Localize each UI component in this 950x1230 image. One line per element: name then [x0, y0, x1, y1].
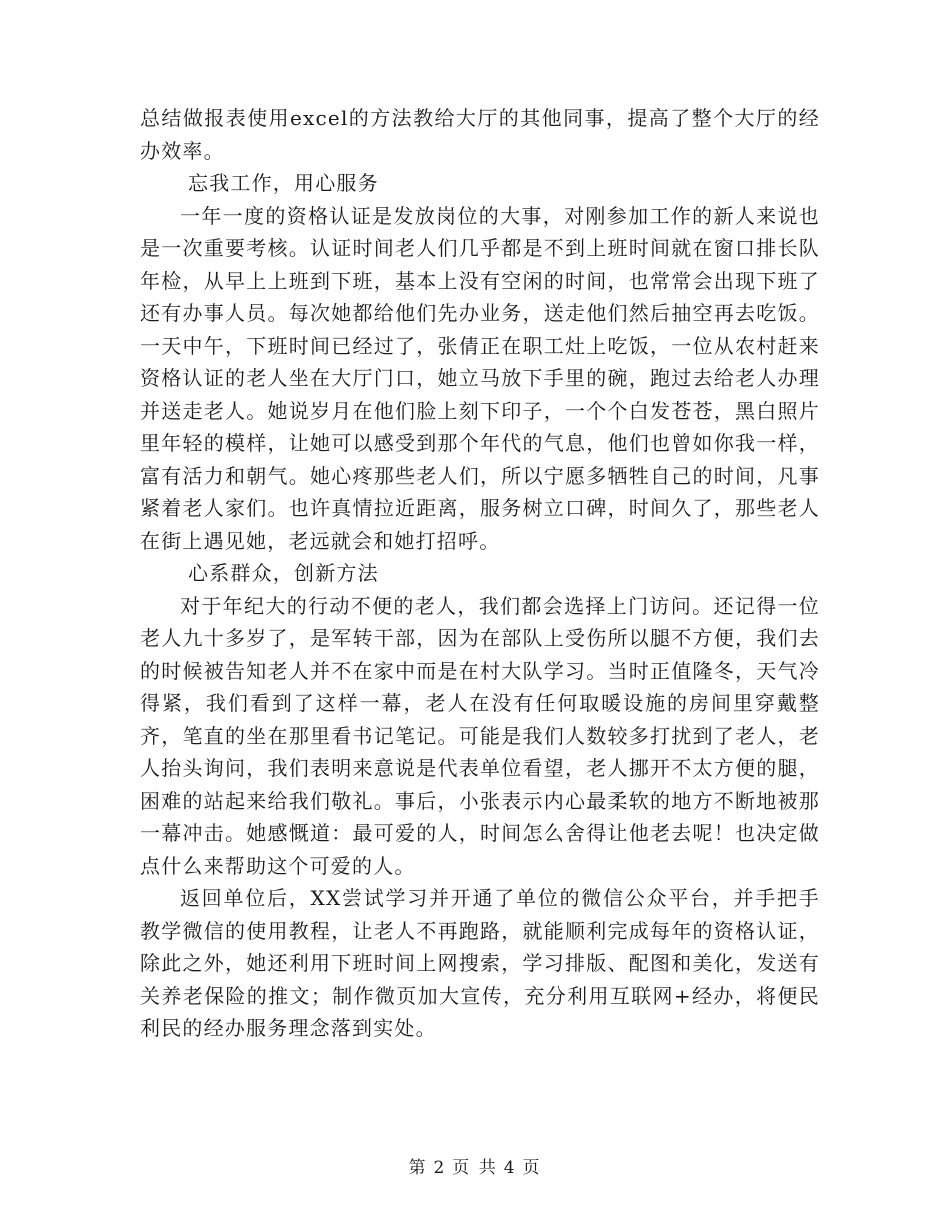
total-pages-number: 4	[503, 1158, 517, 1178]
section-heading-care-for-masses: 心系群众，创新方法	[188, 561, 379, 585]
paragraph-intro: 总结做报表使用excel的方法教给大厅的其他同事，提高了整个大厅的经办效率。	[140, 106, 820, 163]
document-body	[140, 102, 820, 1045]
paragraph-wechat-platform: 返回单位后，XX尝试学习并开通了单位的微信公众平台，并手把手教学微信的使用教程，让老人不再跑路，就能顺利完成每年的资格认证，除此之外，她还利用下班时间上网搜索，学习排版、配图和美化，发送有关养老保险的推文；制作微页加大宣传，充分利用互联网+经办，将便民利民的经办服务理念落到实处。	[140, 886, 820, 1040]
current-page-number: 2	[433, 1158, 447, 1178]
page-footer	[0, 1153, 950, 1178]
page-label-suffix: 页	[522, 1158, 542, 1178]
paragraph-home-visit: 对于年纪大的行动不便的老人，我们都会选择上门访问。还记得一位老人九十多岁了，是军转干部，因为在部队上受伤所以腿不方便，我们去的时候被告知老人并不在家中而是在村大队学习。当时正值隆冬，天气冷得紧，我们看到了这样一幕，老人在没有任何取暖设施的房间里穿戴整齐，笔直的坐在那里看书记笔记。可能是我们人数较多打扰到了老人，老人抬头询问，我们表明来意说是代表单位看望，老人挪开不太方便的腿，困难的站起来给我们敬礼。事后，小张表示内心最柔软的地方不断地被那一幕冲击。她感慨道：最可爱的人，时间怎么舍得让他老去呢！也决定做点什么来帮助这个可爱的人。	[140, 593, 820, 878]
paragraph-qualification-certification: 一年一度的资格认证是发放岗位的大事，对刚参加工作的新人来说也是一次重要考核。认证时间老人们几乎都是不到上班时间就在窗口排长队年检，从早上上班到下班，基本上没有空闲的时间，也常常会出现下班了还有办事人员。每次她都给他们先办业务，送走他们然后抽空再去吃饭。一天中午，下班时间已经过了，张倩正在职工灶上吃饭，一位从农村赶来资格认证的老人坐在大厅门口，她立马放下手里的碗，跑过去给老人办理并送走老人。她说岁月在他们脸上刻下印子，一个个白发苍苍，黑白照片里年轻的模样，让她可以感受到那个年代的气息，他们也曾如你我一样，富有活力和朝气。她心疼那些老人们，所以宁愿多牺牲自己的时间，凡事紧着老人家们。也许真情拉近距离，服务树立口碑，时间久了，那些老人在街上遇见她，老远就会和她打招呼。	[140, 203, 820, 553]
page-label-mid: 页 共	[452, 1158, 498, 1178]
section-heading-dedicated-work: 忘我工作，用心服务	[188, 171, 379, 195]
page-label-prefix: 第	[408, 1158, 428, 1178]
